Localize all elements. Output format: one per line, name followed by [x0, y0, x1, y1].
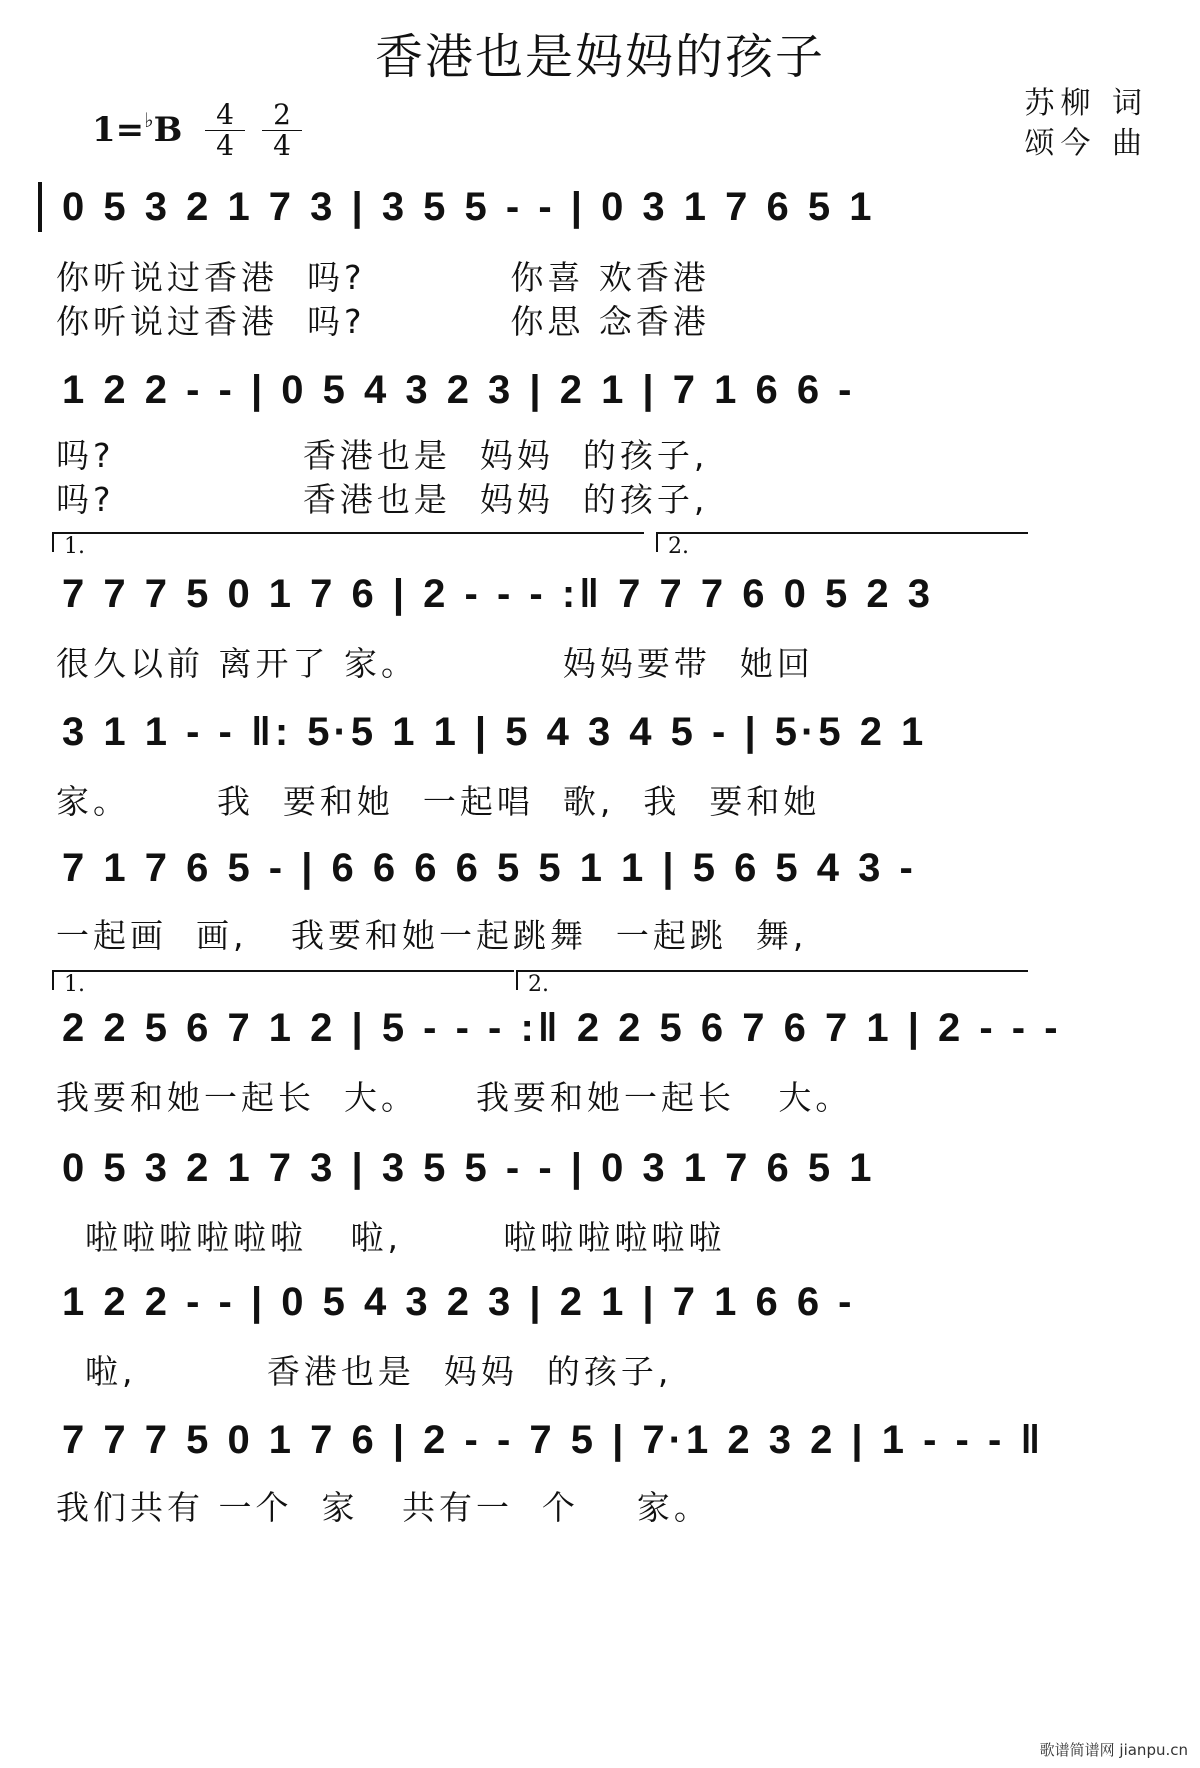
notation-line-7: 0 5 3 2 1 7 3 | 3 5 5 - - | 0 3 1 7 6 5 1: [62, 1146, 876, 1190]
notation-line-4: 3 1 1 - - ‖: 5·5 1 1 | 5 4 3 4 5 - | 5·5 2 1: [62, 710, 928, 754]
notation-line-6: 2 2 5 6 7 1 2 | 5 - - - :‖ 2 2 5 6 7 6 7 1 | 2 - - -: [62, 1006, 1062, 1050]
time-signature-4-4: 4 4: [205, 100, 245, 161]
volta-first-ending: 1.: [52, 532, 644, 552]
lyric-line-1b: 你听说过香港 吗? 你思 念香港: [56, 302, 710, 341]
song-title: 香港也是妈妈的孩子: [374, 29, 825, 85]
notation-line-5: 7 1 7 6 5 - | 6 6 6 6 5 5 1 1 | 5 6 5 4 3 -: [62, 846, 917, 890]
notation-line-9: 7 7 7 5 0 1 7 6 | 2 - - 7 5 | 7·1 2 3 2 | 1 - - - ‖: [62, 1418, 1045, 1462]
volta-first-ending-2: 1.: [52, 970, 514, 990]
lyric-line-1a: 你听说过香港 吗? 你喜 欢香港: [56, 258, 710, 297]
lyric-line-2a: 吗? 香港也是 妈妈 的孩子,: [56, 436, 709, 475]
key-signature: 1=♭B: [92, 108, 183, 150]
notation-line-3: 7 7 7 5 0 1 7 6 | 2 - - - :‖ 7 7 7 6 0 5 2 3: [62, 572, 934, 616]
lyric-line-6: 我要和她一起长 大。 我要和她一起长 大。: [56, 1078, 853, 1117]
lyric-line-5: 一起画 画, 我要和她一起跳舞 一起跳 舞,: [56, 916, 808, 955]
lyric-line-8: 啦, 香港也是 妈妈 的孩子,: [56, 1352, 673, 1391]
lyric-line-9: 我们共有 一个 家 共有一 个 家。: [56, 1488, 711, 1527]
time-signature-2-4: 2 4: [262, 100, 302, 161]
notation-line-2: 1 2 2 - - | 0 5 4 3 2 3 | 2 1 | 7 1 6 6 -: [62, 368, 856, 412]
lyricist-credit: 苏柳 词: [1024, 86, 1148, 121]
lyric-line-4: 家。 我 要和她 一起唱 歌, 我 要和她: [56, 782, 821, 821]
notation-line-8: 1 2 2 - - | 0 5 4 3 2 3 | 2 1 | 7 1 6 6 -: [62, 1280, 856, 1324]
composer-credit: 颂今 曲: [1024, 126, 1148, 161]
notation-line-1: 0 5 3 2 1 7 3 | 3 5 5 - - | 0 3 1 7 6 5 1: [62, 185, 876, 229]
lyric-line-7: 啦啦啦啦啦啦 啦, 啦啦啦啦啦啦: [56, 1218, 726, 1257]
site-watermark: 歌谱简谱网 jianpu.cn: [1039, 1741, 1188, 1759]
repeat-start-bar: [38, 182, 42, 232]
lyric-line-2b: 吗? 香港也是 妈妈 的孩子,: [56, 480, 709, 519]
volta-second-ending-2: 2.: [516, 970, 1028, 990]
volta-second-ending: 2.: [656, 532, 1028, 552]
lyric-line-3: 很久以前 离开了 家。 妈妈要带 她回: [56, 644, 814, 683]
